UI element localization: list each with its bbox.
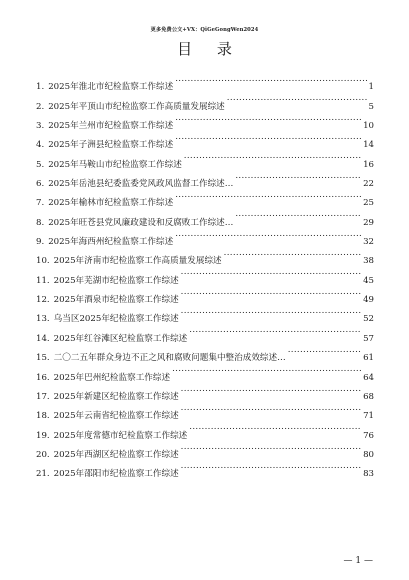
toc-dot-leader	[179, 438, 361, 457]
toc-entry-title: 2025年淮北市纪检监察工作综述	[48, 82, 174, 93]
toc-entry-page: 57	[363, 333, 374, 344]
toc-entry-title: 2025年榆林市纪检监察工作综述	[48, 198, 174, 209]
toc-dot-leader	[173, 186, 361, 205]
toc-dot-leader	[173, 128, 361, 147]
toc-dot-leader	[179, 457, 361, 476]
toc-entry-page: 71	[363, 411, 374, 422]
toc-title: 目 录	[177, 40, 242, 58]
toc-dot-leader	[222, 244, 361, 263]
toc-entry-number: 9.	[36, 237, 45, 248]
toc-entry-title: 2025年平顶山市纪检监察工作高质量发展综述	[48, 101, 225, 112]
toc-entry-number: 12.	[36, 295, 50, 306]
toc-dot-leader	[173, 225, 361, 244]
toc-entry-title: 2025年度常德市纪检监察工作综述	[53, 430, 188, 441]
toc-entry-page: 80	[363, 449, 374, 460]
toc-entry-title: 乌当区2025年纪检监察工作综述	[53, 314, 179, 325]
toc-entry-title: 2025年子洲县纪检监察工作综述	[48, 140, 174, 151]
page-number-footer: — 1 —	[343, 556, 373, 566]
toc-entry-number: 18.	[36, 411, 50, 422]
toc-entry-title: 二〇二五年群众身边不正之风和腐败问题集中整治成效综述…	[53, 353, 286, 364]
toc-dot-leader	[179, 263, 361, 282]
toc-dot-leader	[187, 418, 361, 437]
toc-dot-leader	[179, 302, 361, 321]
toc-entry-number: 21.	[36, 469, 50, 480]
toc-dot-leader	[179, 380, 361, 399]
toc-entry-number: 8.	[36, 217, 45, 228]
toc-dot-leader	[187, 321, 361, 340]
toc-entry-page: 49	[363, 295, 374, 306]
toc-entry-title: 2025年旺苍县党风廉政建设和反腐败工作综述…	[48, 217, 234, 228]
toc-dot-leader	[170, 360, 361, 379]
toc-entry-number: 4.	[36, 140, 45, 151]
toc-entry-page: 22	[363, 179, 374, 190]
toc-entry-number: 5.	[36, 159, 45, 170]
toc-entry-title: 2025年兰州市纪检监察工作综述	[48, 121, 174, 132]
toc-entry-number: 6.	[36, 179, 45, 190]
toc-dot-leader	[225, 89, 367, 108]
toc-entry-number: 10.	[36, 256, 50, 267]
toc-entry-page: 68	[363, 391, 374, 402]
header-note: 更多免费公文+VX：QiGeGongWen2024	[150, 27, 259, 33]
toc-entry-page: 5	[368, 101, 374, 112]
toc-dot-leader	[173, 70, 366, 89]
toc-dot-leader	[286, 341, 361, 360]
toc-entry-number: 17.	[36, 391, 50, 402]
toc-entry-title: 2025年邵阳市纪检监察工作综述	[53, 469, 179, 480]
toc-entry-number: 13.	[36, 314, 50, 325]
toc-list	[36, 70, 374, 480]
toc-dot-leader	[179, 399, 361, 418]
toc-entry-page: 38	[363, 256, 374, 267]
toc-entry-title: 2025年芜湖市纪检监察工作综述	[53, 275, 179, 286]
toc-entry-number: 15.	[36, 353, 50, 364]
toc-entry-number: 1.	[36, 82, 45, 93]
toc-entry-page: 52	[363, 314, 374, 325]
toc-entry-page: 29	[363, 217, 374, 228]
toc-dot-leader	[173, 109, 361, 128]
toc-entry-number: 16.	[36, 372, 50, 383]
toc-entry-number: 19.	[36, 430, 50, 441]
toc-entry-title: 2025年云南省纪检监察工作综述	[53, 411, 179, 422]
toc-entry-title: 2025年马鞍山市纪检监察工作综述	[48, 159, 182, 170]
toc-entry-number: 14.	[36, 333, 50, 344]
toc-dot-leader	[182, 147, 361, 166]
toc-entry-page: 45	[363, 275, 374, 286]
toc-entry-title: 2025年济南市纪检监察工作高质量发展综述	[53, 256, 222, 267]
toc-entry-title: 2025年新建区纪检监察工作综述	[53, 391, 179, 402]
toc-entry-number: 2.	[36, 101, 45, 112]
toc-entry-number: 7.	[36, 198, 45, 209]
toc-entry-number: 3.	[36, 121, 45, 132]
toc-entry-page: 83	[363, 469, 374, 480]
toc-entry-page: 32	[363, 237, 374, 248]
toc-entry-number: 20.	[36, 449, 50, 460]
toc-entry-title: 2025年岳池县纪委监委党风政风监督工作综述…	[48, 179, 234, 190]
toc-entry-title: 2025年西湖区纪检监察工作综述	[53, 449, 179, 460]
toc-entry-title: 2025年酒泉市纪检监察工作综述	[53, 295, 179, 306]
toc-entry[interactable]	[36, 70, 374, 93]
toc-dot-leader	[179, 283, 361, 302]
toc-entry-page: 10	[363, 121, 374, 132]
toc-entry-page: 14	[363, 140, 374, 151]
toc-entry-title: 2025年巴州纪检监察工作综述	[53, 372, 171, 383]
toc-entry-page: 16	[363, 159, 374, 170]
toc-entry-page: 1	[368, 82, 374, 93]
toc-entry-title: 2025年海西州纪检监察工作综述	[48, 237, 174, 248]
toc-dot-leader	[233, 205, 361, 224]
toc-entry-page: 64	[363, 372, 374, 383]
toc-entry-title: 2025年红谷滩区纪检监察工作综述	[53, 333, 188, 344]
toc-entry-page: 25	[363, 198, 374, 209]
toc-entry-page: 76	[363, 430, 374, 441]
toc-entry-page: 61	[363, 353, 374, 364]
toc-dot-leader	[233, 167, 361, 186]
toc-entry-number: 11.	[36, 275, 50, 286]
